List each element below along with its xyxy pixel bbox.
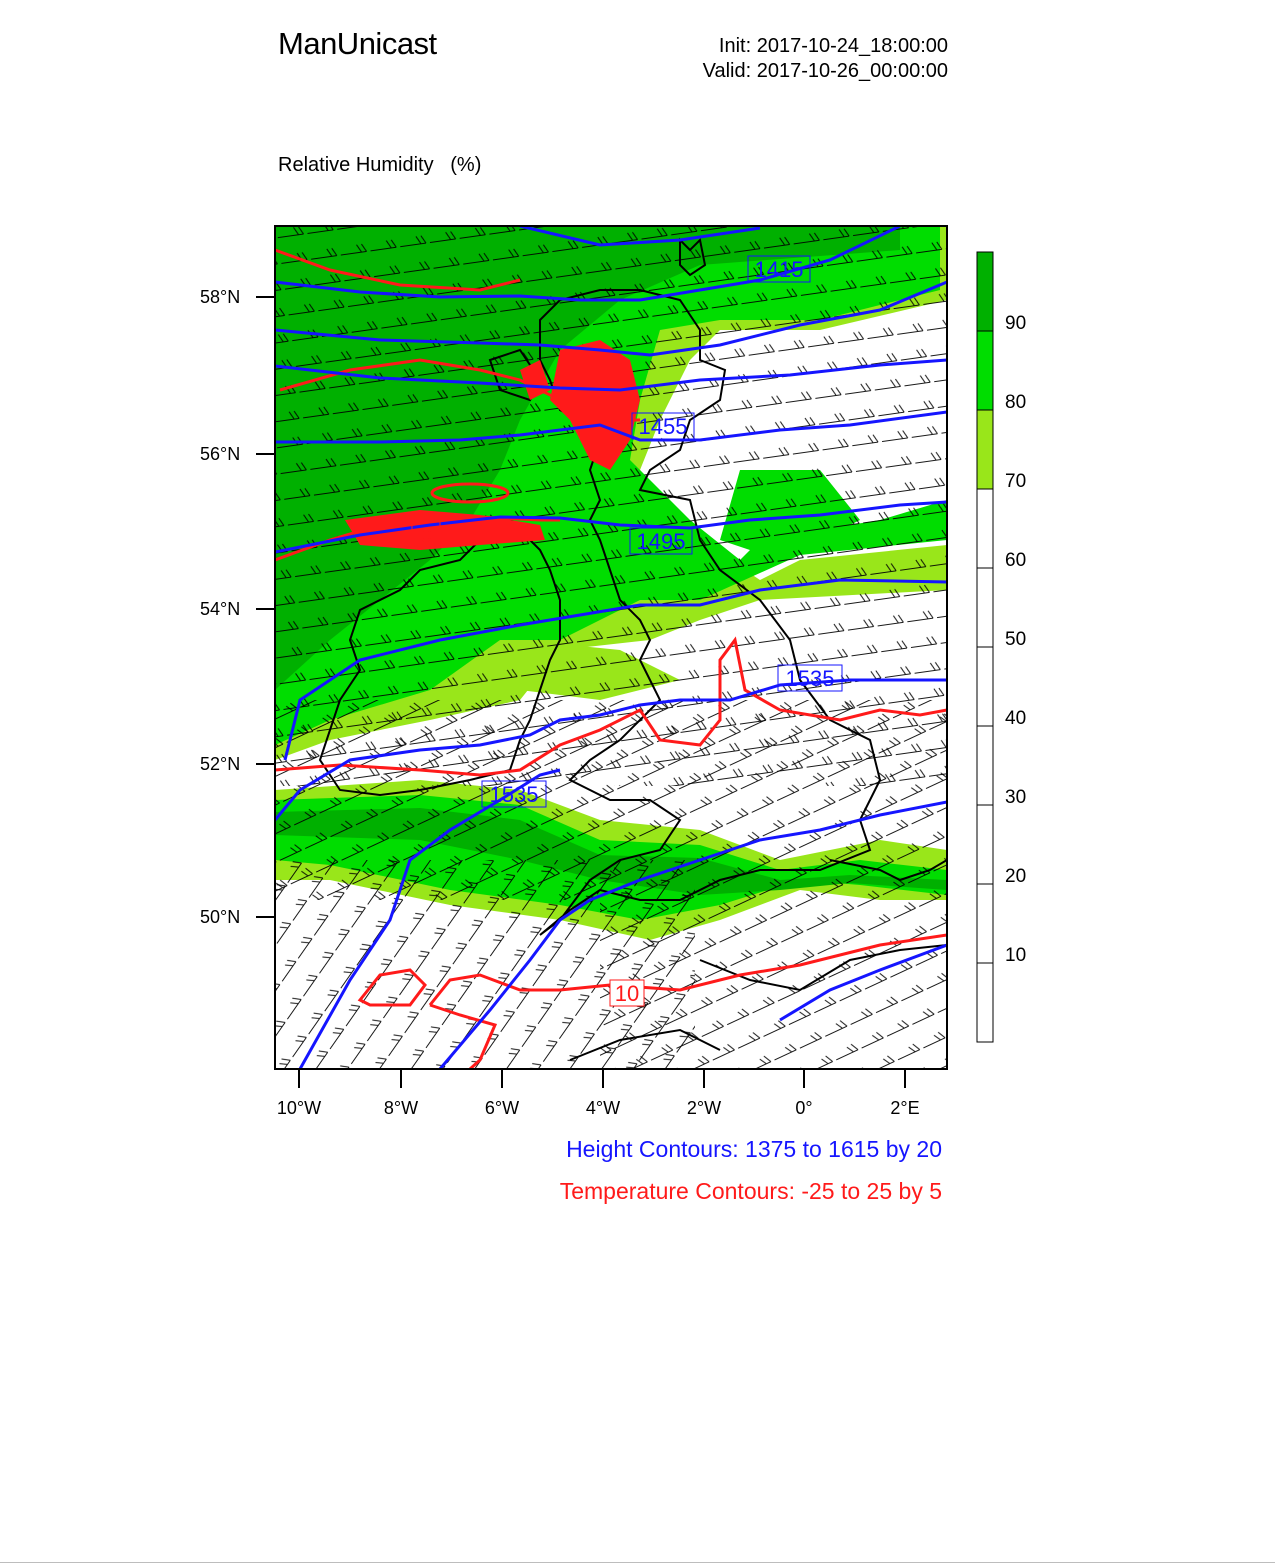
lon-label-8w: 8°W	[383, 1098, 419, 1118]
valid-time: Valid: 2017-10-26_00:00:00	[702, 60, 948, 82]
temperature-contour-legend: Temperature Contours: -25 to 25 by 5	[559, 1178, 942, 1204]
colorbar-label-40: 40	[1005, 708, 1027, 729]
colorbar-label-90: 90	[1005, 313, 1027, 334]
colorbar-label-60: 60	[1005, 550, 1027, 571]
height-label-1415-text: 1415	[754, 257, 804, 282]
lon-label-2w: 2°W	[686, 1098, 722, 1118]
lat-label-56n: 56°N	[200, 444, 241, 464]
height-label-1455-text: 1455	[638, 414, 688, 439]
height-label-1535-west-text: 1535	[489, 782, 539, 807]
colorbar-label-80: 80	[1005, 392, 1027, 413]
colorbar	[977, 252, 993, 1042]
lon-label-6w: 6°W	[484, 1098, 520, 1118]
temp-label-0-text: 0	[420, 525, 432, 547]
lon-ticks	[299, 1069, 905, 1088]
height-contour-legend: Height Contours: 1375 to 1615 by 20	[566, 1136, 942, 1162]
colorbar-label-30: 30	[1005, 787, 1027, 808]
init-time: Init: 2017-10-24_18:00:00	[718, 35, 948, 57]
page-bottom-divider	[0, 1562, 1275, 1563]
temp-label-10-text: 10	[614, 981, 640, 1006]
lat-ticks	[256, 297, 275, 917]
lat-label-58n: 58°N	[200, 287, 241, 307]
height-label-1535-east-text: 1535	[785, 666, 835, 691]
lon-label-0: 0°	[795, 1098, 813, 1118]
colorbar-label-10: 10	[1005, 945, 1027, 966]
model-name: ManUnicast	[278, 26, 437, 61]
colorbar-label-70: 70	[1005, 471, 1027, 492]
lon-label-4w: 4°W	[585, 1098, 621, 1118]
colorbar-label-20: 20	[1005, 866, 1027, 887]
variable-rh: Relative Humidity (%)	[278, 154, 482, 176]
lon-label-10w: 10°W	[276, 1098, 322, 1118]
colorbar-label-50: 50	[1005, 629, 1027, 650]
lon-label-2e: 2°E	[890, 1098, 920, 1118]
lat-label-50n: 50°N	[200, 907, 241, 927]
lat-label-54n: 54°N	[200, 599, 241, 619]
lat-label-52n: 52°N	[200, 754, 241, 774]
height-label-1495-text: 1495	[636, 529, 686, 554]
